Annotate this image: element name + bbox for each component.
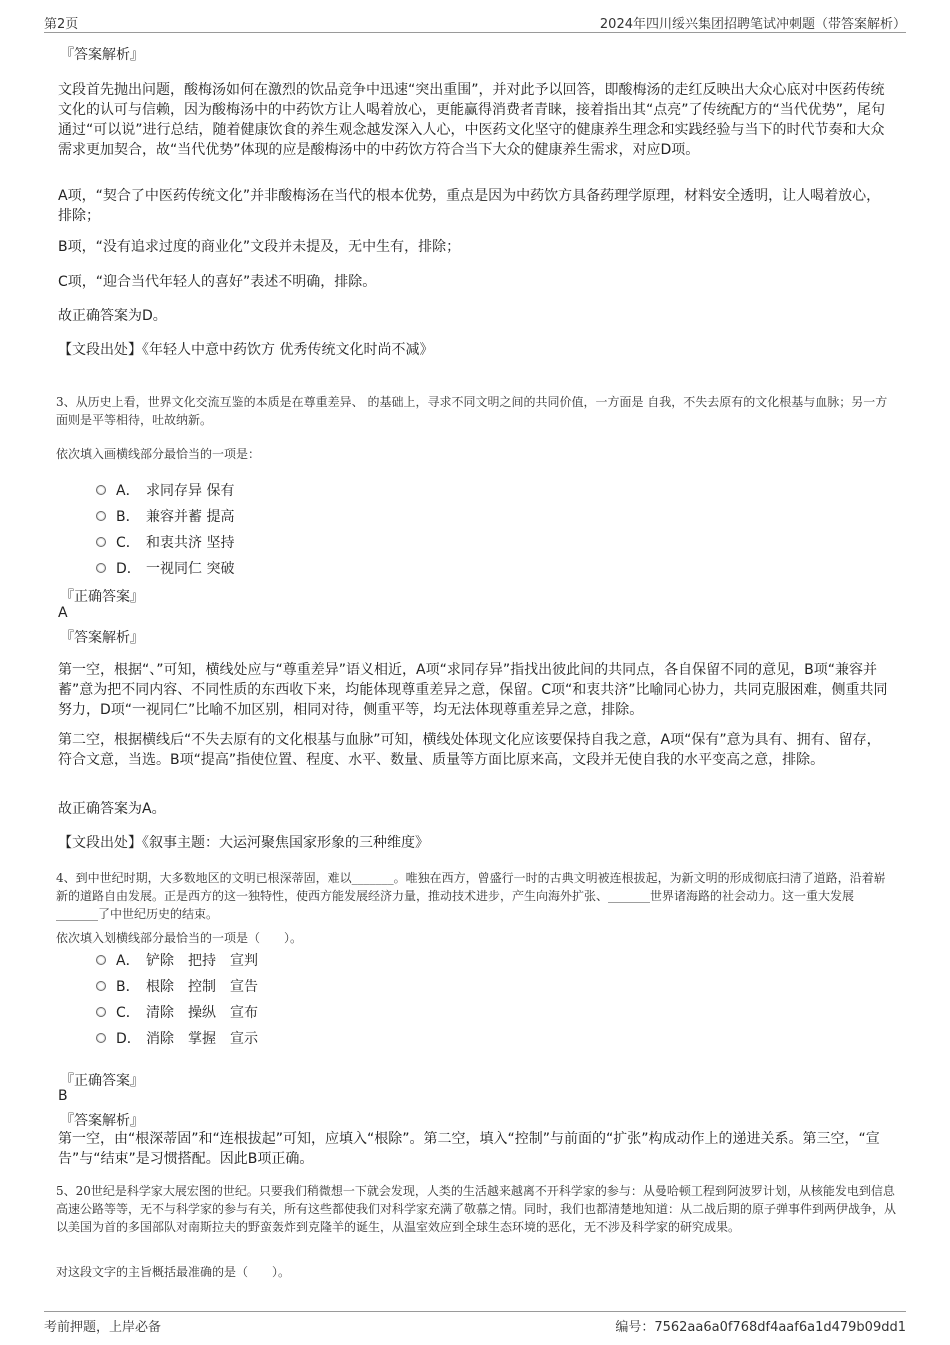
q3-analysis-conclusion: 故正确答案为A。 bbox=[58, 801, 166, 817]
document-title: 2024年四川绥兴集团招聘笔试冲刺题（带答案解析） bbox=[599, 17, 906, 32]
page-header bbox=[44, 10, 906, 33]
q4-instruction: 依次填入划横线部分最恰当的一项是（ ）。 bbox=[56, 931, 303, 945]
radio-icon[interactable] bbox=[96, 485, 106, 495]
radio-icon[interactable] bbox=[96, 563, 106, 573]
q3-instruction: 依次填入画横线部分最恰当的一项是： bbox=[56, 447, 261, 461]
radio-icon[interactable] bbox=[96, 981, 106, 991]
q3-option-a[interactable]: A． 求同存异 保有 bbox=[96, 481, 248, 501]
q3-stem: 3、从历史上看，世界文化交流互鉴的本质是在尊重差异、 的基础上，寻求不同文明之间的共同价值，一方面是 自我，不失去原有的文化根基与血脉；另一方面则是平等相待，吐故纳新。 bbox=[56, 395, 888, 427]
q3-source: 【文段出处】《叙事主题：大运河聚焦国家形象的三种维度》 bbox=[58, 835, 429, 851]
page-number: 第2页 bbox=[44, 17, 79, 32]
q2-analysis-p2: A项，“契合了中医药传统文化”并非酸梅汤在当代的根本优势，重点是因为中药饮方具备药理学原理，材料安全透明，让人喝着放心，排除； bbox=[58, 188, 881, 224]
q4-correct-label: 『正确答案』 bbox=[60, 1073, 144, 1089]
footer-slogan: 考前押题，上岸必备 bbox=[44, 1320, 162, 1335]
q3-option-b[interactable]: B． 兼容并蓄 提高 bbox=[96, 507, 248, 527]
q4-analysis: 第一空，由“根深蒂固”和“连根拔起”可知，应填入“根除”。第二空，填入“控制”与前面的“扩张”构成动作上的递进关系。第三空，“宣告”与“结束”是习惯搭配。因此B项正确。 bbox=[58, 1131, 880, 1167]
q2-analysis-label: 『答案解析』 bbox=[60, 47, 144, 63]
q2-source: 【文段出处】《年轻人中意中药饮方 优秀传统文化时尚不减》 bbox=[58, 342, 434, 358]
q3-option-c[interactable]: C． 和衷共济 坚持 bbox=[96, 533, 248, 553]
q4-stem: 4、到中世纪时期，大多数地区的文明已根深蒂固，难以_______。唯独在西方，曾盛行一时的古典文明被连根拔起，为新文明的形成彻底扫清了道路，沿着崭新的道路自由发展。正是西方的这一独特性，使西方能发展经济力量，推动技术进步，产生向海外扩张、_______世界诸海路的社会动力。这一重大发展_______了中世纪历史的结束。 bbox=[56, 871, 886, 921]
q2-analysis-p3: B项，“没有追求过度的商业化”文段并未提及，无中生有，排除； bbox=[58, 239, 461, 255]
q5-instruction: 对这段文字的主旨概括最准确的是（ ）。 bbox=[56, 1265, 291, 1279]
q3-option-d[interactable]: D． 一视同仁 突破 bbox=[96, 559, 248, 579]
q3-analysis-label: 『答案解析』 bbox=[60, 630, 144, 646]
q5-stem: 5、20世纪是科学家大展宏图的世纪。只要我们稍微想一下就会发现，人类的生活越来越离不开科学家的参与：从曼哈顿工程到阿波罗计划，从核能发电到信息高速公路等等，无不与科学家的参与有关，所有这些都使我们对科学家充满了敬慕之情。同时，我们也都清楚地知道：从二战后期的原子弹事件到两伊战争，从以美国为首的多国部队对南斯拉夫的野蛮轰炸到克隆羊的诞生，从温室效应到全球生态环境的恶化，无不涉及科学家的研究成果。 bbox=[56, 1184, 897, 1234]
q3-analysis-p2: 第二空，根据横线后“不失去原有的文化根基与血脉”可知，横线处体现文化应该要保持自我之意，A项“保有”意为具有、拥有、留存，符合文意，当选。B项“提高”指使位置、程度、水平、数量、质量等方面比原来高，文段并无使自我的水平变高之意，排除。 bbox=[58, 732, 881, 768]
radio-icon[interactable] bbox=[96, 537, 106, 547]
q4-option-b[interactable]: B． 根除 控制 宣告 bbox=[96, 977, 272, 997]
radio-icon[interactable] bbox=[96, 955, 106, 965]
q2-analysis-conclusion: 故正确答案为D。 bbox=[58, 308, 167, 324]
q4-option-d[interactable]: D． 消除 掌握 宣示 bbox=[96, 1029, 272, 1049]
q4-answer: B bbox=[58, 1088, 68, 1104]
q4-analysis-label: 『答案解析』 bbox=[60, 1113, 144, 1129]
radio-icon[interactable] bbox=[96, 1007, 106, 1017]
radio-icon[interactable] bbox=[96, 1033, 106, 1043]
page-footer bbox=[44, 1311, 906, 1336]
q4-option-c[interactable]: C． 清除 操纵 宣布 bbox=[96, 1003, 272, 1023]
q4-option-a[interactable]: A． 铲除 把持 宣判 bbox=[96, 951, 272, 971]
q2-analysis-p1: 文段首先抛出问题，酸梅汤如何在激烈的饮品竞争中迅速“突出重围”，并对此予以回答，即酸梅汤的走红反映出大众心底对中医药传统文化的认可与信赖，因为酸梅汤中的中药饮方让人喝着放心，更能赢得消费者青睐，接着指出其“点亮”了传统配方的“当代优势”，尾句通过“可以说”进行总结，随着健康饮食的养生观念越发深入人心，中医药文化坚守的健康养生理念和实践经验与当下的时代节奏和大众需求更加契合，故“当代优势”体现的应是酸梅汤中的中药饮方符合当下大众的健康养生需求，对应D项。 bbox=[58, 82, 886, 158]
radio-icon[interactable] bbox=[96, 511, 106, 521]
q3-correct-label: 『正确答案』 bbox=[60, 589, 144, 605]
q3-answer: A bbox=[58, 605, 68, 621]
document-code: 编号：7562aa6a0f768df4aaf6a1d479b09dd1 bbox=[615, 1320, 906, 1335]
q2-analysis-p4: C项，“迎合当代年轻人的喜好”表述不明确，排除。 bbox=[58, 274, 377, 290]
q3-analysis-p1: 第一空，根据“、”可知，横线处应与“尊重差异”语义相近，A项“求同存异”指找出彼此间的共同点，各自保留不同的意见，B项“兼容并蓄”意为把不同内容、不同性质的东西收下来，均能体现尊重差异之意，保留。C项“和衷共济”比喻同心协力，共同克服困难，侧重共同努力，D项“一视同仁”比喻不加区别，相同对待，侧重平等，均无法体现尊重差异之意，排除。 bbox=[58, 662, 888, 718]
